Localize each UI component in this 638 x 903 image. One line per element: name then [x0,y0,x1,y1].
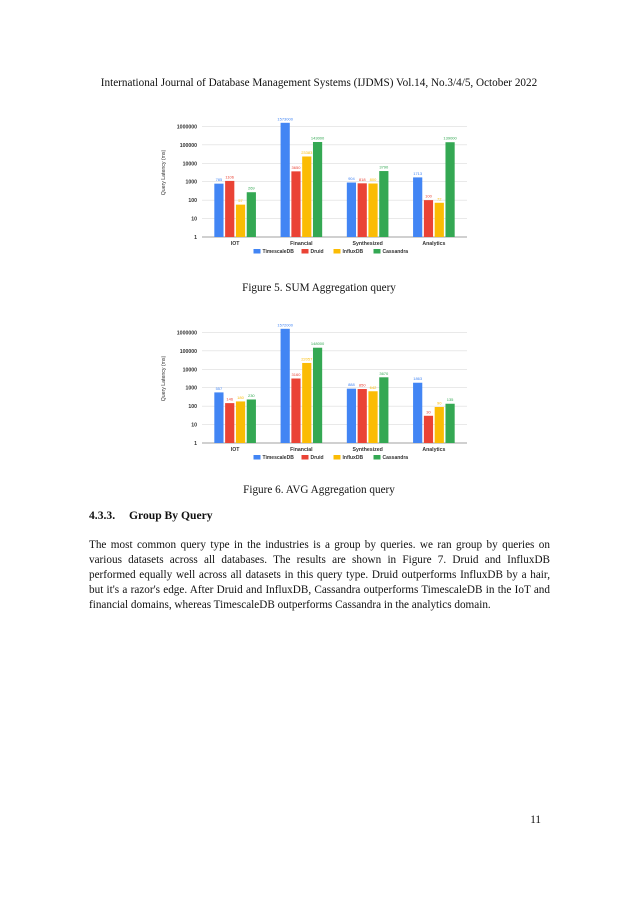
y-tick-label: 100000 [179,348,197,355]
data-label: 22057 [301,356,313,362]
x-tick-label: IOT [230,447,240,453]
data-label: 800 [369,177,377,183]
legend-swatch [302,455,309,460]
x-tick-label: Financial [290,447,313,453]
legend-swatch [334,455,341,460]
y-tick-label: 1 [194,235,197,241]
data-label: 143000 [310,135,325,141]
legend-label: Cassandra [382,249,409,255]
data-label: 3670 [379,370,389,376]
y-tick-label: 1000 [185,385,197,392]
bar [424,416,433,443]
x-tick-label: Analytics [422,241,446,247]
bar [358,183,367,237]
bar [291,171,300,237]
data-label: 57 [238,198,243,204]
data-label: 557 [215,385,223,391]
bar [413,177,422,237]
x-tick-label: Financial [290,241,313,247]
y-tick-label: 100 [188,404,197,411]
data-label: 30 [426,409,431,415]
bar [413,383,422,443]
data-label: 818 [358,176,366,182]
data-label: 100 [425,193,432,199]
section-number: 4.3.3. [89,509,116,522]
y-tick-label: 10 [191,422,197,429]
legend-swatch [302,249,309,254]
y-tick-label: 1 [194,441,197,447]
x-tick-label: Synthesized [352,447,383,453]
data-label: 180 [237,394,244,400]
legend-swatch [334,249,341,254]
figure-5-sum-aggregation-chart [155,100,475,266]
data-label: 785 [215,177,223,183]
legend-swatch [254,249,261,254]
data-label: 139000 [443,135,457,141]
bar [214,184,223,237]
data-label: 888 [348,382,355,388]
data-label: 148000 [310,341,325,347]
data-label: 269 [247,185,255,191]
y-tick-label: 10000 [182,161,197,168]
legend-swatch [374,249,381,254]
legend-label: Druid [310,455,324,461]
bar [313,142,322,237]
bar [347,183,356,237]
bar [445,142,454,237]
bar [236,401,245,443]
y-tick-label: 100000 [179,142,197,149]
bar [313,348,322,443]
bar [379,171,388,237]
y-tick-label: 1000 [185,179,197,186]
data-label: 1713 [413,170,423,176]
bar [302,363,311,443]
legend-label: InfluxDB [342,455,364,461]
bar [424,200,433,237]
y-tick-label: 100 [188,198,197,205]
bar [368,184,377,237]
data-label: 23383 [301,149,313,155]
data-label: 90 [437,400,442,406]
y-axis-label: Query Latency (ms) [161,355,167,402]
figure-6-caption: Figure 6. AVG Aggregation query [243,484,395,496]
bar [214,392,223,443]
legend-label: TimescaleDB [262,455,294,461]
legend-label: InfluxDB [342,249,364,255]
bar [445,404,454,443]
y-tick-label: 10000 [182,367,197,374]
legend-swatch [254,455,261,460]
y-tick-label: 10 [191,216,197,223]
x-tick-label: Analytics [422,447,446,453]
legend-label: Druid [310,249,324,255]
data-label: 1573000 [277,116,293,122]
data-label: 3790 [379,164,389,170]
legend-label: Cassandra [382,455,409,461]
legend-swatch [374,455,381,460]
data-label: 1572000 [277,322,293,328]
data-label: 1863 [413,376,423,382]
y-axis-label: Query Latency (ms) [161,149,167,196]
page-number: 11 [530,814,541,826]
data-label: 3650 [291,164,301,170]
bar [302,156,311,237]
bar [379,377,388,443]
section-heading [89,509,213,522]
data-label: 904 [348,176,355,182]
data-label: 642 [369,384,377,390]
data-label: 146 [226,396,234,402]
x-tick-label: IOT [230,241,240,247]
bar [358,389,367,443]
body-paragraph: The most common query type in the industries is a group by queries. we ran group by queries on various datasets across all databases. The results are shown in Figure 7. Druid and InfluxDB performed equally well across all datasets in this query type. Druid outperforms InfluxDB by a hair, but it's a razor's edge. After Druid and InfluxDB, Cassandra outperforms TimescaleDB in the IoT and financial domains, whereas TimescaleDB outperforms Cassandra in the analytics domain. [89,539,550,612]
y-tick-label: 1000000 [176,330,197,337]
x-tick-label: Synthesized [352,241,383,247]
bar [247,192,256,237]
bar [247,399,256,443]
bar [281,123,290,237]
y-tick-label: 1000000 [176,124,197,131]
bar [435,407,444,443]
data-label: 1106 [225,174,235,180]
bar [236,205,245,237]
bar [225,181,234,237]
figure-5-caption: Figure 5. SUM Aggregation query [242,282,396,294]
data-label: 850 [358,382,366,388]
bar [281,329,290,443]
data-label: 230 [247,392,255,398]
bar [435,203,444,237]
section-title: Group By Query [129,509,213,522]
bar [291,379,300,443]
bar [225,403,234,443]
bar [347,389,356,443]
data-label: 135 [446,397,454,403]
journal-header: International Journal of Database Management Systems (IJDMS) Vol.14, No.3/4/5, October 2022 [100,77,538,89]
figure-6-avg-aggregation-chart [155,306,475,472]
legend-label: TimescaleDB [262,249,294,255]
bar [368,391,377,443]
data-label: 3160 [291,372,301,378]
data-label: 72 [437,196,442,202]
